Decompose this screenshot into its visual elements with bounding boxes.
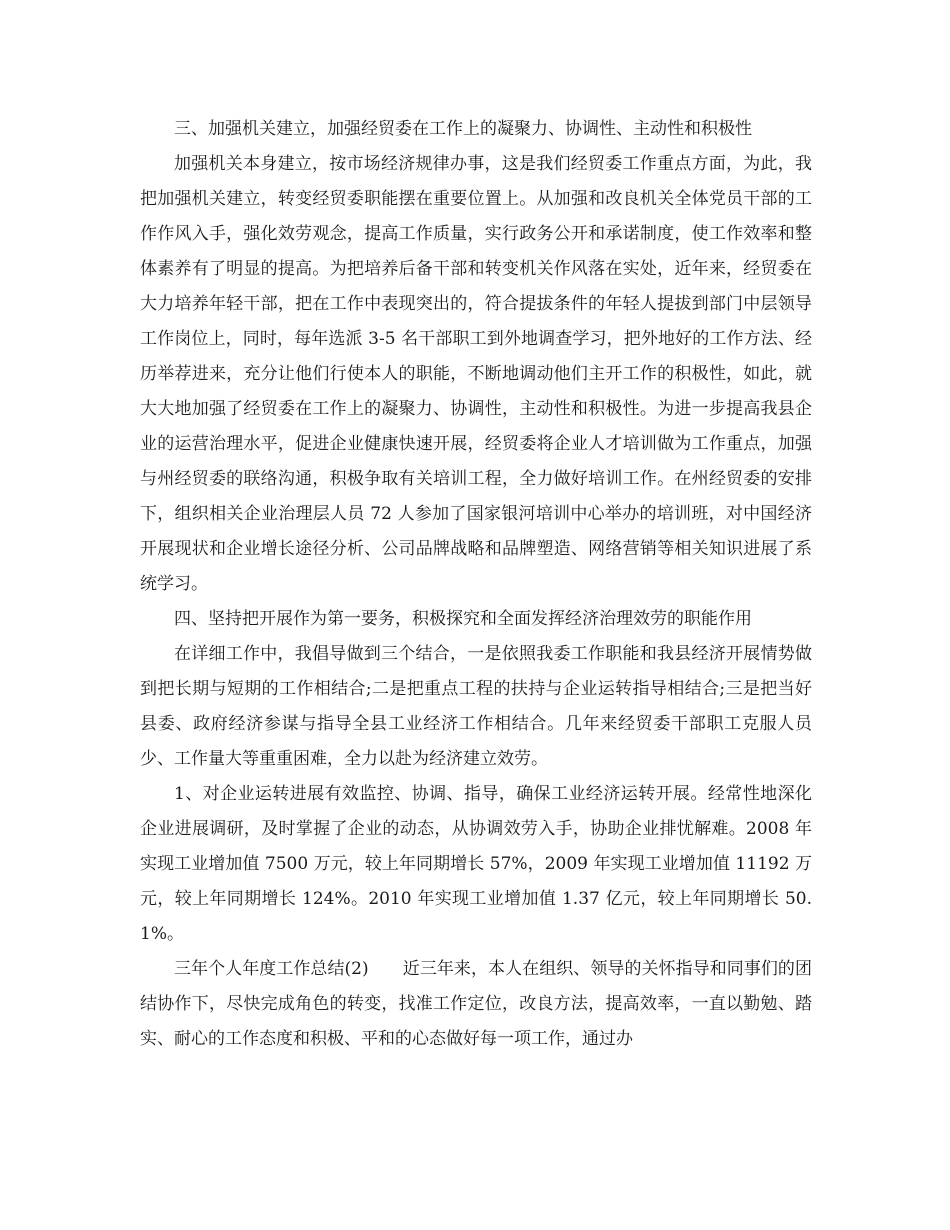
section-heading-4: 四、坚持把开展作为第一要务，积极探究和全面发挥经济治理效劳的职能作用 [174, 609, 752, 629]
section-heading-3: 三、加强机关建立，加强经贸委在工作上的凝聚力、协调性、主动性和积极性 [174, 119, 752, 139]
document-body [140, 112, 812, 1057]
paragraph-annual-summary: 三年个人年度工作总结(2) 近三年来，本人在组织、领导的关怀指导和同事们的团结协作下，尽快完成角色的转变，找准工作定位，改良方法，提高效率，一直以勤勉、踏实、耐心的工作态度和积极、平和的心态做好每一项工作，通过办 [140, 959, 812, 1049]
paragraph-enterprise-monitoring: 1、对企业运转进展有效监控、协调、指导，确保工业经济运转开展。经常性地深化企业进展调研，及时掌握了企业的动态，从协调效劳入手，协助企业排忧解难。2008 年实现工业增加值 7500 万元，较上年同期增长 57%，2009 年实现工业增加值 11192 万元，较上年同期增长 124%。2010 年实现工业增加值 1.37 亿元，较上年同期增长 50.1%。 [140, 784, 812, 944]
paragraph-organization-building: 加强机关本身建立，按市场经济规律办事，这是我们经贸委工作重点方面，为此，我把加强机关建立，转变经贸委职能摆在重要位置上。从加强和改良机关全体党员干部的工作作风入手，强化效劳观念，提高工作质量，实行政务公开和承诺制度，使工作效率和整体素养有了明显的提高。为把培养后备干部和转变机关作风落在实处，近年来，经贸委在大力培养年轻干部，把在工作中表现突出的，符合提拔条件的年轻人提拔到部门中层领导工作岗位上，同时，每年选派 3-5 名干部职工到外地调查学习，把外地好的工作方法、经历举荐进来，充分让他们行使本人的职能，不断地调动他们主开工作的积极性，如此，就大大地加强了经贸委在工作上的凝聚力、协调性，主动性和积极性。为进一步提高我县企业的运营治理水平，促进企业健康快速开展，经贸委将企业人才培训做为工作重点，加强与州经贸委的联络沟通，积极争取有关培训工程，全力做好培训工作。在州经贸委的安排下，组织相关企业治理层人员 72 人参加了国家银河培训中心举办的培训班，对中国经济开展现状和企业增长途径分析、公司品牌战略和品牌塑造、网络营销等相关知识进展了系统学习。 [140, 154, 812, 594]
paragraph-three-combinations: 在详细工作中，我倡导做到三个结合，一是依照我委工作职能和我县经济开展情势做到把长期与短期的工作相结合;二是把重点工程的扶持与企业运转指导相结合;三是把当好县委、政府经济参谋与指导全县工业经济工作相结合。几年来经贸委干部职工克服人员少、工作量大等重重困难，全力以赴为经济建立效劳。 [140, 644, 812, 769]
